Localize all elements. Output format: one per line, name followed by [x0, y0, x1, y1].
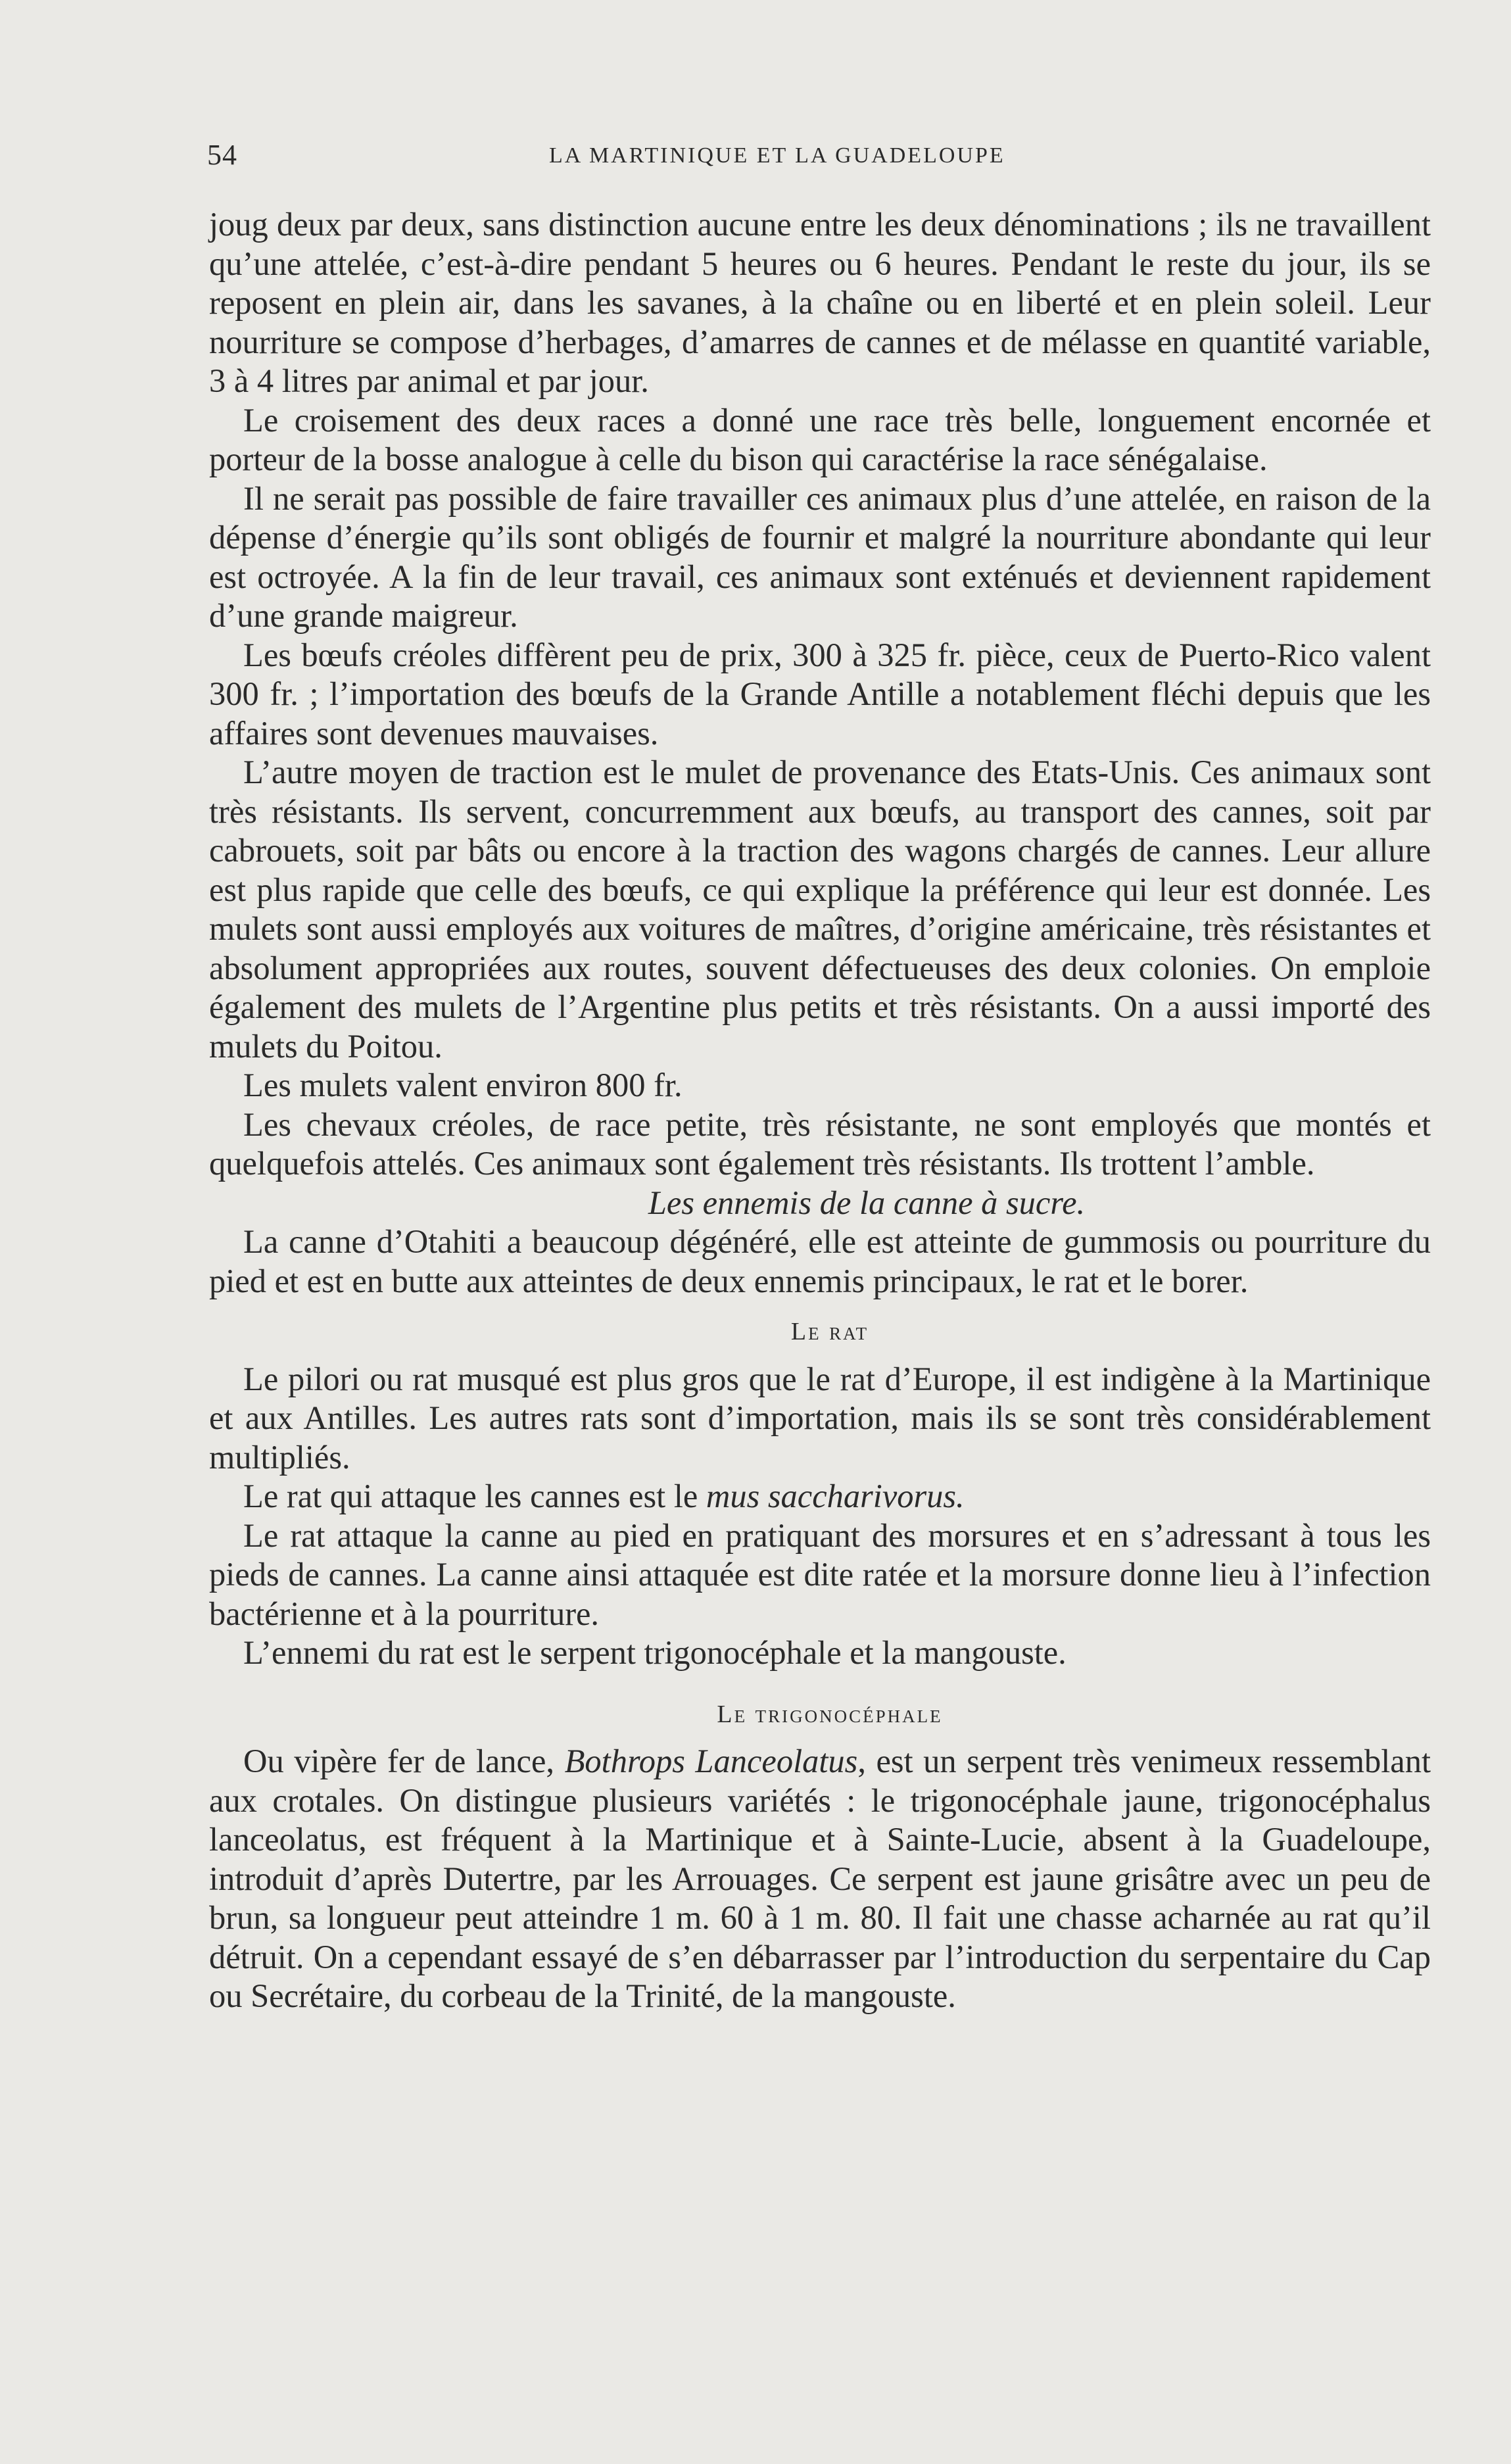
paragraph-1: joug deux par deux, sans distinction aucune entre les deux dénominations ; ils ne travaillent qu’une attelée, c’est-à-dire pendant 5 heures ou 6 heures. Pendant le reste du jour, ils se reposent en plein air, dans les savanes, à la chaîne ou en liberté et en plein soleil. Leur nourriture se compose d’herbages, d’amarres de cannes et de mélasse en quantité variable, 3 à 4 litres par animal et par jour. [209, 206, 1431, 399]
paragraph-7: Les chevaux créoles, de race petite, très résistante, ne sont employés que montés et quelquefois attelés. Ces animaux sont également très résistants. Ils trottent l’amble. [209, 1105, 1431, 1182]
running-title: LA MARTINIQUE ET LA GUADELOUPE [549, 143, 1005, 168]
page-number: 54 [207, 139, 237, 171]
paragraph-4: Les bœufs créoles diffèrent peu de prix, 300 à 325 fr. pièce, ceux de Puerto-Rico valent 300 fr. ; l’importation des bœufs de la Grande Antille a notablement fléchi depuis que les affaires sont devenues mauvaises. [209, 636, 1431, 752]
species-name: mus saccharivorus. [706, 1478, 965, 1514]
paragraph-10-text: Le rat qui attaque les cannes est le [243, 1478, 706, 1514]
paragraph-8: La canne d’Otahiti a beaucoup dégénéré, elle est atteinte de gummosis ou pourriture du pied et est en butte aux atteintes de deux ennemis principaux, le rat et le borer. [209, 1223, 1431, 1299]
paragraph-13-end: , est un serpent très venimeux ressemblant aux crotales. On distingue plusieurs variétés : le trigonocéphale jaune, trigonocéphalus lanceolatus, est fréquent à la Martinique et à Sainte-Lucie, absent à la Guadeloupe, introduit d’après Dutertre, par les Arrouages. Ce serpent est jaune grisâtre avec un peu de brun, sa longueur peut atteindre 1 m. 60 à 1 m. 80. Il fait une chasse acharnée au rat qu’il détruit. On a cependant essayé de s’en débarrasser par l’introduction du serpentaire du Cap ou Secrétaire, du corbeau de la Trinité, de la mangouste. [209, 1743, 1431, 2014]
paragraph-13 [209, 1742, 1431, 2016]
paragraph-10 [209, 1477, 1431, 1516]
body-text [209, 205, 1431, 2016]
paragraph-2: Le croisement des deux races a donné une race très belle, longuement encornée et porteur de la bosse analogue à celle du bison qui caractérise la race sénégalaise. [209, 401, 1431, 477]
paragraph-3: Il ne serait pas possible de faire travailler ces animaux plus d’une attelée, en raison de la dépense d’énergie qu’ils sont obligés de fournir et malgré la nourriture abondante qui leur est octroyée. A la fin de leur travail, ces animaux sont exténués et deviennent rapidement d’une grande maigreur. [209, 479, 1431, 634]
paragraph-12: L’ennemi du rat est le serpent trigonocéphale et la mangouste. [243, 1634, 1067, 1671]
paragraph-9: Le pilori ou rat musqué est plus gros que le rat d’Europe, il est indigène à la Martinique et aux Antilles. Les autres rats sont d’importation, mais ils se sont très considérablement multipliés. [209, 1360, 1431, 1476]
section-title: Les ennemis de la canne à sucre. [648, 1184, 1086, 1221]
scientific-name: Bothrops Lanceolatus [564, 1743, 858, 1779]
paragraph-13-start: Ou vipère fer de lance, [243, 1743, 565, 1779]
paragraph-11: Le rat attaque la canne au pied en pratiquant des morsures et en s’adressant à tous les pieds de cannes. La canne ainsi attaquée est dite ratée et la morsure donne lieu à l’infection bactérienne et à la pourriture. [209, 1516, 1431, 1632]
subheading-rat: Le rat [790, 1318, 869, 1345]
subheading-trigonocephale: Le trigonocéphale [717, 1700, 943, 1728]
paragraph-6: Les mulets valent environ 800 fr. [243, 1067, 683, 1103]
paragraph-5: L’autre moyen de traction est le mulet de provenance des Etats-Unis. Ces animaux sont très résistants. Ils servent, concurremment aux bœufs, au transport des cannes, soit par cabrouets, soit par bâts ou encore à la traction des wagons chargés de cannes. Leur allure est plus rapide que celle des bœufs, ce qui explique la préférence qui leur est donnée. Les mulets sont aussi employés aux voitures de maîtres, d’origine américaine, très résistantes et absolument appropriées aux routes, souvent défectueuses des deux colonies. On emploie également des mulets de l’Argentine plus petits et très résistants. On a aussi importé des mulets du Poitou. [209, 754, 1431, 1065]
